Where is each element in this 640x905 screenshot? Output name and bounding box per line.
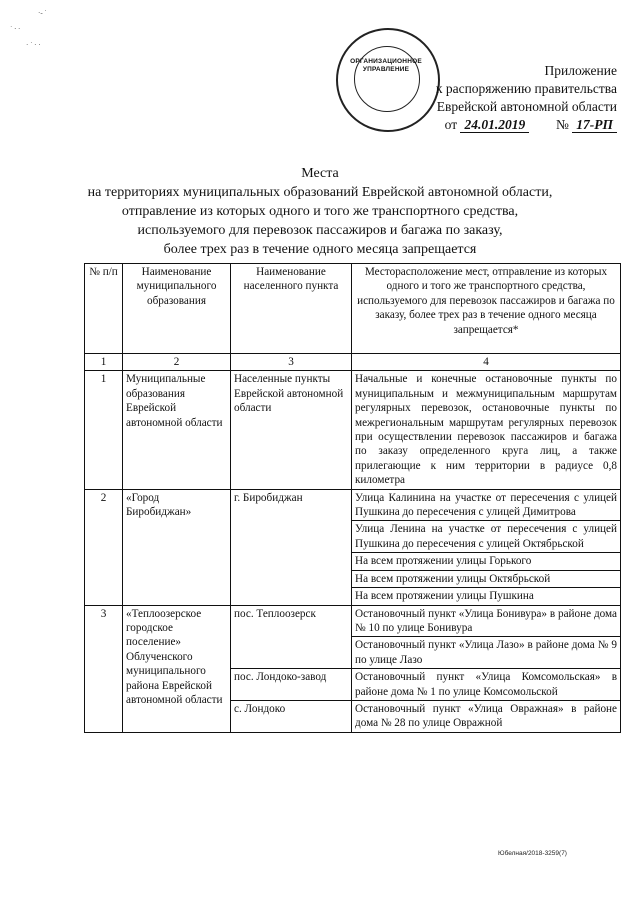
location-cell: Начальные и конечные остановочные пункты по муниципальным и межмуниципальным маршрутам регулярных перевозок, остановочные пункты по межрегиональным маршрутам регулярных перевозок при осуществлении перевозок пассажиров и багажа по заказу определенного круга лиц, а также прилегающие к ним территории в радиусе 0,8 километра <box>352 371 621 489</box>
footer-code: Юбелная/2018-3259(7) <box>498 850 567 857</box>
header-location: Месторасположение мест, отправление из которых одного и того же транспортного средства, используемого для перевозок пассажиров и багажа по заказу, более трех раз в течение одного месяца запрещается* <box>352 264 621 354</box>
scan-speck: · ˙ · · <box>26 41 41 49</box>
document-title: Места на территориях муниципальных образований Еврейской автономной области, отправление из которых одного и того же транспортного средства, используемого для перевозок пассажиров и багажа по заказу, более трех раз в течение одного месяца запрещается <box>87 166 553 257</box>
settlement-cell: с. Лондоко <box>231 700 352 732</box>
location-cell: Улица Ленина на участке от пересечения с улицей Пушкина до пересечения с улицей Октябрьской <box>352 521 621 553</box>
row-number: 2 <box>85 489 123 605</box>
table-row <box>85 489 621 521</box>
appendix-title: Приложение <box>544 63 617 78</box>
scan-speck: ˙ ‧ · <box>10 25 21 33</box>
location-cell: Остановочный пункт «Улица Овражная» в районе дома № 28 по улице Овражной <box>352 700 621 732</box>
location-cell: Остановочный пункт «Улица Комсомольская» в районе дома № 1 по улице Комсомольской <box>352 669 621 701</box>
table-row <box>85 605 621 637</box>
location-cell: Улица Калинина на участке от пересечения с улицей Пушкина до пересечения с улицей Димитрова <box>352 489 621 521</box>
column-number-row: 1 2 3 4 <box>85 354 621 371</box>
settlement-cell: г. Биробиджан <box>231 489 352 605</box>
settlement-cell: пос. Лондоко-завод <box>231 669 352 701</box>
handwritten-number: 17-РП <box>572 117 617 133</box>
table-header-row <box>85 264 621 354</box>
row-number: 3 <box>85 605 123 732</box>
handwritten-date: 24.01.2019 <box>460 117 529 133</box>
row-number: 1 <box>85 371 123 489</box>
appendix-date-number-line: от 24.01.2019 № 17-РП <box>385 116 617 134</box>
header-settlement: Наименование населенного пункта <box>231 264 352 354</box>
header-num: № п/п <box>85 264 123 354</box>
location-cell: На всем протяжении улицы Октябрьской <box>352 570 621 587</box>
location-cell: Остановочный пункт «Улица Бонивура» в районе дома № 10 по улице Бонивура <box>352 605 621 637</box>
places-table <box>84 263 621 733</box>
municipality-cell: «Город Биробиджан» <box>123 489 231 605</box>
appendix-line: к распоряжению правительства <box>435 81 617 96</box>
appendix-line: Еврейской автономной области <box>436 99 617 114</box>
header-municipality: Наименование муниципального образования <box>123 264 231 354</box>
settlement-cell: Населенные пункты Еврейской автономной области <box>231 371 352 489</box>
location-cell: Остановочный пункт «Улица Лазо» в районе дома № 9 по улице Лазо <box>352 637 621 669</box>
location-cell: На всем протяжении улицы Пушкина <box>352 588 621 605</box>
municipality-cell: Муниципальные образования Еврейской автономной области <box>123 371 231 489</box>
table-row <box>85 371 621 489</box>
appendix-header <box>385 62 617 134</box>
location-cell: На всем протяжении улицы Горького <box>352 553 621 570</box>
municipality-cell: «Теплоозерское городское поселение» Облученского муниципального района Еврейской автономной области <box>123 605 231 732</box>
seal-center-text: ОРГАНИЗАЦИОННОЕ УПРАВЛЕНИЕ <box>350 58 422 73</box>
settlement-cell: пос. Теплоозерск <box>231 605 352 669</box>
scan-speck: ·‑ ˙ <box>38 9 47 17</box>
